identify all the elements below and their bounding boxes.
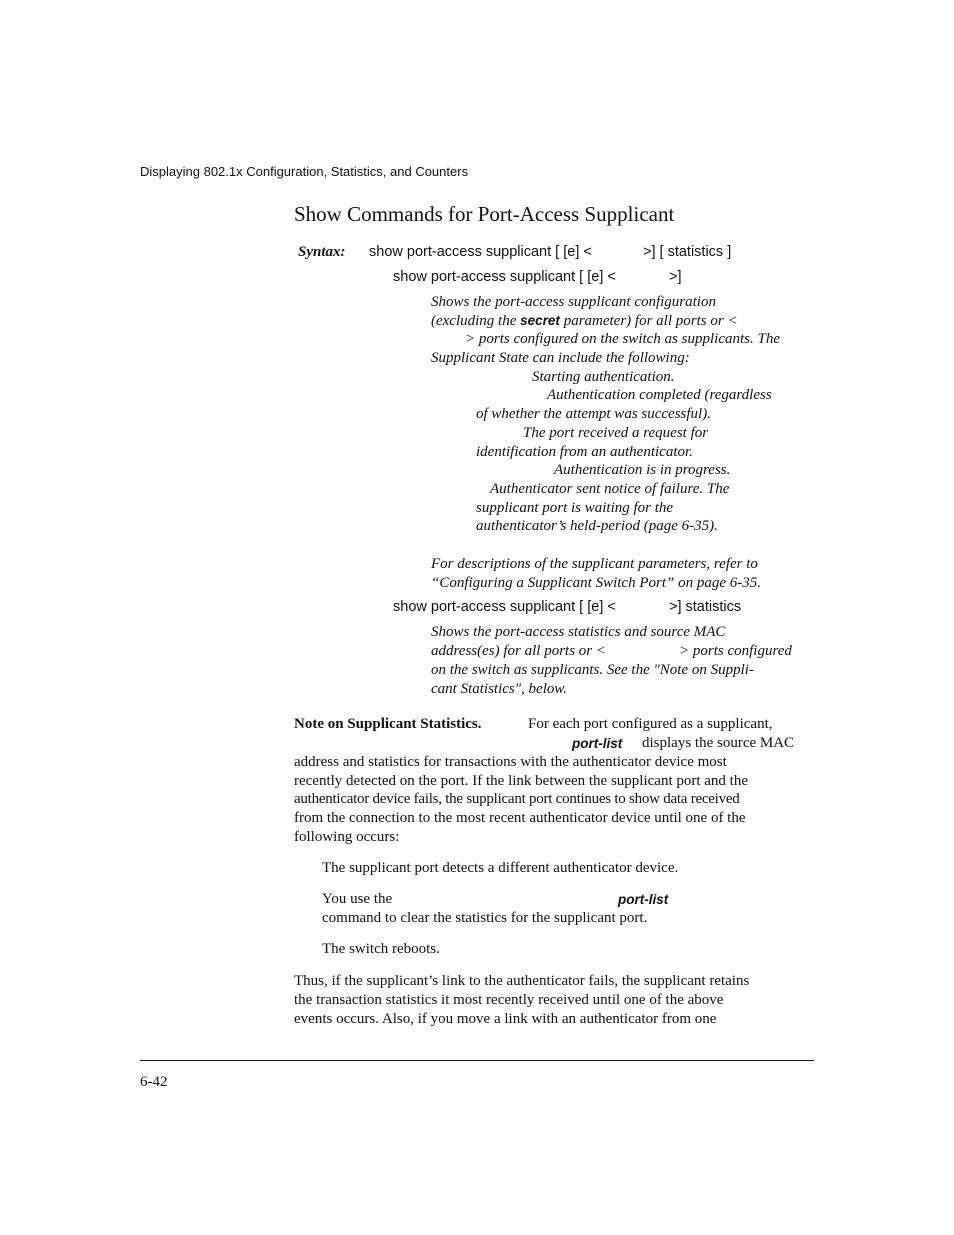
note-heading: Note on Supplicant Statistics. [294,716,482,732]
secret-keyword: secret [520,313,560,328]
state-authenticated-desc-1: Authentication completed (regardless [547,387,772,403]
condition-item-1: The supplicant port detects a different authenticator device. [322,860,679,876]
syntax-line-1-end: >] [ statistics ] [643,244,732,260]
condition-item-3: The switch reboots. [322,941,440,957]
running-head: Displaying 802.1x Configuration, Statistics, and Counters [140,164,469,179]
closing-line-3: events occurs. Also, if you move a link with an authenticator from one [294,1011,717,1027]
syntax-line-2-end: >] [669,269,682,285]
state-authenticated-desc-2: of whether the attempt was successful). [476,406,711,422]
note-line-6: from the connection to the most recent authenticator device until one of the [294,810,746,826]
note-line-7: following occurs: [294,829,400,845]
state-held-desc-2: supplicant port is waiting for the [476,500,674,516]
section-title: Show Commands for Port-Access Supplicant [294,202,675,226]
page-number: 6-42 [140,1074,168,1090]
syntax-line-3-end: >] statistics [669,599,742,615]
footer-rule [140,1060,814,1061]
note-line-5: authenticator device fails, the supplicant port continues to show data received [294,791,740,807]
syntax-line-2-start: show port-access supplicant [ [e] < [393,269,616,285]
state-held-desc-1: Authenticator sent notice of failure. The [490,481,730,497]
state-authenticating-desc: Authentication is in progress. [554,462,731,478]
desc1-line-1: Shows the port-access supplicant configuration [431,294,716,310]
state-held-desc-3: authenticator’s held-period (page 6-35). [476,518,718,534]
syntax-label: Syntax: [298,244,346,260]
closing-line-1: Thus, if the supplicant’s link to the authenticator fails, the supplicant retains [294,973,750,989]
desc1-line-3: > ports configured on the switch as supplicants. The [465,331,780,347]
syntax-line-3-start: show port-access supplicant [ [e] < [393,599,616,615]
state-acquired-desc-2: identification from an authenticator. [476,444,693,460]
desc1-reference-2: “Configuring a Supplicant Switch Port” on page 6-35. [431,575,762,591]
note-line-3: address and statistics for transactions with the authenticator device most [294,754,727,770]
note-line-2: displays the source MAC [642,735,795,751]
desc2-line-2-end: > ports configured [679,643,792,659]
condition-item-2-end: command to clear the statistics for the supplicant port. [322,910,648,926]
desc2-line-4: cant Statistics", below. [431,681,568,697]
desc2-line-2-start: address(es) for all ports or < [431,643,606,659]
desc1-line-2 [431,313,738,330]
port-list-keyword-2: port-list [618,892,669,907]
note-line-1: For each port configured as a supplicant, [528,716,773,732]
desc1-line-2-end: parameter) for all ports or < [563,313,738,329]
desc1-line-4: Supplicant State can include the following: [431,350,690,366]
note-line-4: recently detected on the port. If the link between the supplicant port and the [294,773,749,789]
state-acquired-desc-1: The port received a request for [523,425,709,441]
closing-line-2: the transaction statistics it most recently received until one of the above [294,992,724,1008]
state-connecting-desc: Starting authentication. [532,369,675,385]
desc1-line-2-start: (excluding the [431,313,517,329]
desc1-reference-1: For descriptions of the supplicant parameters, refer to [431,556,758,572]
desc2-line-1: Shows the port-access statistics and source MAC [431,624,726,640]
port-list-keyword: port-list [572,736,623,751]
condition-item-2-start: You use the [322,891,393,907]
desc2-line-3: on the switch as supplicants. See the "Note on Suppli- [431,662,754,678]
syntax-line-1-start: show port-access supplicant [ [e] < [369,244,592,260]
